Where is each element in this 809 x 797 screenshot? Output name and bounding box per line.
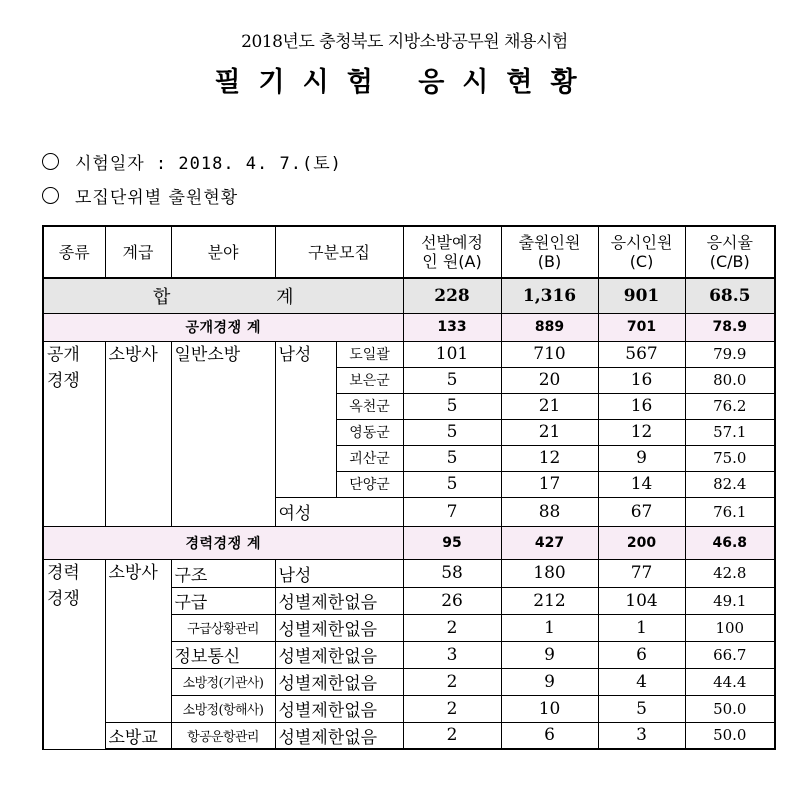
applied-cell: 21 bbox=[501, 393, 598, 419]
career-subtotal-planned: 95 bbox=[403, 526, 501, 559]
recruit-cell: 성별제한없음 bbox=[275, 668, 403, 695]
applied-cell: 12 bbox=[501, 445, 598, 471]
attended-cell: 12 bbox=[598, 419, 685, 445]
open-subtotal-label: 공개경쟁 계 bbox=[43, 313, 403, 341]
col-header-rate bbox=[685, 226, 775, 278]
col-header-applied-line2: (B) bbox=[537, 252, 562, 271]
exam-date-text: 시험일자 : 2018. 4. 7.(토) bbox=[75, 154, 342, 174]
open-type-line2: 경쟁 bbox=[47, 370, 80, 391]
attended-cell: 104 bbox=[598, 587, 685, 614]
applied-cell: 6 bbox=[501, 722, 598, 749]
applied-cell: 88 bbox=[501, 497, 598, 526]
field-cell: 구급상황관리 bbox=[171, 614, 275, 641]
applied-cell: 9 bbox=[501, 641, 598, 668]
planned-cell: 2 bbox=[403, 722, 501, 749]
attended-cell: 5 bbox=[598, 695, 685, 722]
col-header-rate-line2: (C/B) bbox=[709, 252, 750, 271]
rate-cell: 66.7 bbox=[685, 641, 775, 668]
planned-cell: 101 bbox=[403, 341, 501, 367]
recruit-cell: 성별제한없음 bbox=[275, 641, 403, 668]
applied-cell: 9 bbox=[501, 668, 598, 695]
attended-cell: 77 bbox=[598, 559, 685, 587]
planned-cell: 58 bbox=[403, 559, 501, 587]
table-row bbox=[43, 722, 775, 749]
attended-cell: 567 bbox=[598, 341, 685, 367]
recruit-cell: 성별제한없음 bbox=[275, 614, 403, 641]
planned-cell: 2 bbox=[403, 695, 501, 722]
rate-cell: 75.0 bbox=[685, 445, 775, 471]
attended-cell: 9 bbox=[598, 445, 685, 471]
attended-cell: 67 bbox=[598, 497, 685, 526]
open-subtotal-attended: 701 bbox=[598, 313, 685, 341]
applied-cell: 1 bbox=[501, 614, 598, 641]
applied-cell: 180 bbox=[501, 559, 598, 587]
col-header-attended-line1: 응시인원 bbox=[610, 233, 673, 252]
attended-cell: 3 bbox=[598, 722, 685, 749]
planned-cell: 3 bbox=[403, 641, 501, 668]
applied-cell: 17 bbox=[501, 471, 598, 497]
table-header-row bbox=[43, 226, 775, 278]
rate-cell: 76.2 bbox=[685, 393, 775, 419]
applied-cell: 20 bbox=[501, 367, 598, 393]
planned-cell: 26 bbox=[403, 587, 501, 614]
col-header-field: 분야 bbox=[171, 226, 275, 278]
planned-cell: 5 bbox=[403, 471, 501, 497]
field-cell: 소방정(기관사) bbox=[171, 668, 275, 695]
career-type-cell bbox=[43, 559, 105, 749]
attended-cell: 6 bbox=[598, 641, 685, 668]
circle-bullet-icon bbox=[42, 187, 59, 204]
open-subtotal-rate: 78.9 bbox=[685, 313, 775, 341]
rate-cell: 80.0 bbox=[685, 367, 775, 393]
field-cell: 소방정(항해사) bbox=[171, 695, 275, 722]
career-subtotal-rate: 46.8 bbox=[685, 526, 775, 559]
career-rank2-cell: 소방교 bbox=[105, 722, 171, 749]
total-attended: 901 bbox=[598, 278, 685, 313]
attended-cell: 1 bbox=[598, 614, 685, 641]
planned-cell: 5 bbox=[403, 419, 501, 445]
career-subtotal-row bbox=[43, 526, 775, 559]
col-header-planned-line1: 선발예정 bbox=[421, 233, 483, 252]
col-header-attended bbox=[598, 226, 685, 278]
region-cell: 영동군 bbox=[336, 419, 403, 445]
applied-cell: 212 bbox=[501, 587, 598, 614]
rate-cell: 49.1 bbox=[685, 587, 775, 614]
open-subtotal-applied: 889 bbox=[501, 313, 598, 341]
planned-cell: 5 bbox=[403, 393, 501, 419]
planned-cell: 5 bbox=[403, 367, 501, 393]
rate-cell: 76.1 bbox=[685, 497, 775, 526]
region-cell: 옥천군 bbox=[336, 393, 403, 419]
rate-cell: 100 bbox=[685, 614, 775, 641]
career-subtotal-attended: 200 bbox=[598, 526, 685, 559]
open-subtotal-row bbox=[43, 313, 775, 341]
open-type-line1: 공개 bbox=[47, 344, 80, 365]
open-type-cell bbox=[43, 341, 105, 526]
section-heading bbox=[42, 183, 238, 208]
recruit-cell: 남성 bbox=[275, 559, 403, 587]
career-type-line2: 경쟁 bbox=[47, 588, 80, 609]
applied-cell: 10 bbox=[501, 695, 598, 722]
recruit-cell: 성별제한없음 bbox=[275, 695, 403, 722]
table-row bbox=[43, 559, 775, 587]
total-planned: 228 bbox=[403, 278, 501, 313]
rate-cell: 42.8 bbox=[685, 559, 775, 587]
section-heading-text: 모집단위별 출원현황 bbox=[75, 188, 239, 208]
col-header-recruit: 구분모집 bbox=[275, 226, 403, 278]
field-cell: 항공운항관리 bbox=[171, 722, 275, 749]
attended-cell: 14 bbox=[598, 471, 685, 497]
col-header-rate-line1: 응시율 bbox=[706, 233, 753, 252]
circle-bullet-icon bbox=[42, 153, 59, 170]
planned-cell: 2 bbox=[403, 614, 501, 641]
region-cell: 보은군 bbox=[336, 367, 403, 393]
planned-cell: 2 bbox=[403, 668, 501, 695]
col-header-rank: 계급 bbox=[105, 226, 171, 278]
region-cell: 도일괄 bbox=[336, 341, 403, 367]
rate-cell: 50.0 bbox=[685, 722, 775, 749]
field-cell: 정보통신 bbox=[171, 641, 275, 668]
field-cell: 구급 bbox=[171, 587, 275, 614]
rate-cell: 50.0 bbox=[685, 695, 775, 722]
recruit-cell: 성별제한없음 bbox=[275, 722, 403, 749]
rate-cell: 82.4 bbox=[685, 471, 775, 497]
application-status-table bbox=[42, 225, 776, 750]
region-cell: 괴산군 bbox=[336, 445, 403, 471]
attended-cell: 16 bbox=[598, 367, 685, 393]
col-header-planned bbox=[403, 226, 501, 278]
rate-cell: 79.9 bbox=[685, 341, 775, 367]
career-subtotal-applied: 427 bbox=[501, 526, 598, 559]
open-female-cell: 여성 bbox=[275, 497, 403, 526]
col-header-attended-line2: (C) bbox=[629, 252, 654, 271]
grand-total-label: 합 계 bbox=[43, 278, 403, 313]
col-header-planned-line2: 인 원(A) bbox=[422, 252, 482, 271]
exam-date-line bbox=[42, 149, 342, 174]
col-header-type: 종류 bbox=[43, 226, 105, 278]
open-male-cell: 남성 bbox=[275, 341, 336, 497]
career-rank-cell: 소방사 bbox=[105, 559, 171, 722]
col-header-applied-line1: 출원인원 bbox=[518, 233, 581, 252]
total-applied: 1,316 bbox=[501, 278, 598, 313]
open-rank-cell: 소방사 bbox=[105, 341, 171, 526]
document-title: 필기시험 응시현황 bbox=[214, 67, 595, 98]
grand-total-row bbox=[43, 278, 775, 313]
career-type-line1: 경력 bbox=[47, 562, 80, 583]
total-rate: 68.5 bbox=[685, 278, 775, 313]
planned-cell: 5 bbox=[403, 445, 501, 471]
attended-cell: 16 bbox=[598, 393, 685, 419]
applied-cell: 710 bbox=[501, 341, 598, 367]
recruit-cell: 성별제한없음 bbox=[275, 587, 403, 614]
open-subtotal-planned: 133 bbox=[403, 313, 501, 341]
rate-cell: 44.4 bbox=[685, 668, 775, 695]
attended-cell: 4 bbox=[598, 668, 685, 695]
open-field-cell: 일반소방 bbox=[171, 341, 275, 526]
region-cell: 단양군 bbox=[336, 471, 403, 497]
rate-cell: 57.1 bbox=[685, 419, 775, 445]
field-cell: 구조 bbox=[171, 559, 275, 587]
career-subtotal-label: 경력경쟁 계 bbox=[43, 526, 403, 559]
applied-cell: 21 bbox=[501, 419, 598, 445]
table-row bbox=[43, 341, 775, 367]
planned-cell: 7 bbox=[403, 497, 501, 526]
col-header-applied bbox=[501, 226, 598, 278]
document-subtitle: 2018년도 충청북도 지방소방공무원 채용시험 bbox=[241, 32, 568, 52]
